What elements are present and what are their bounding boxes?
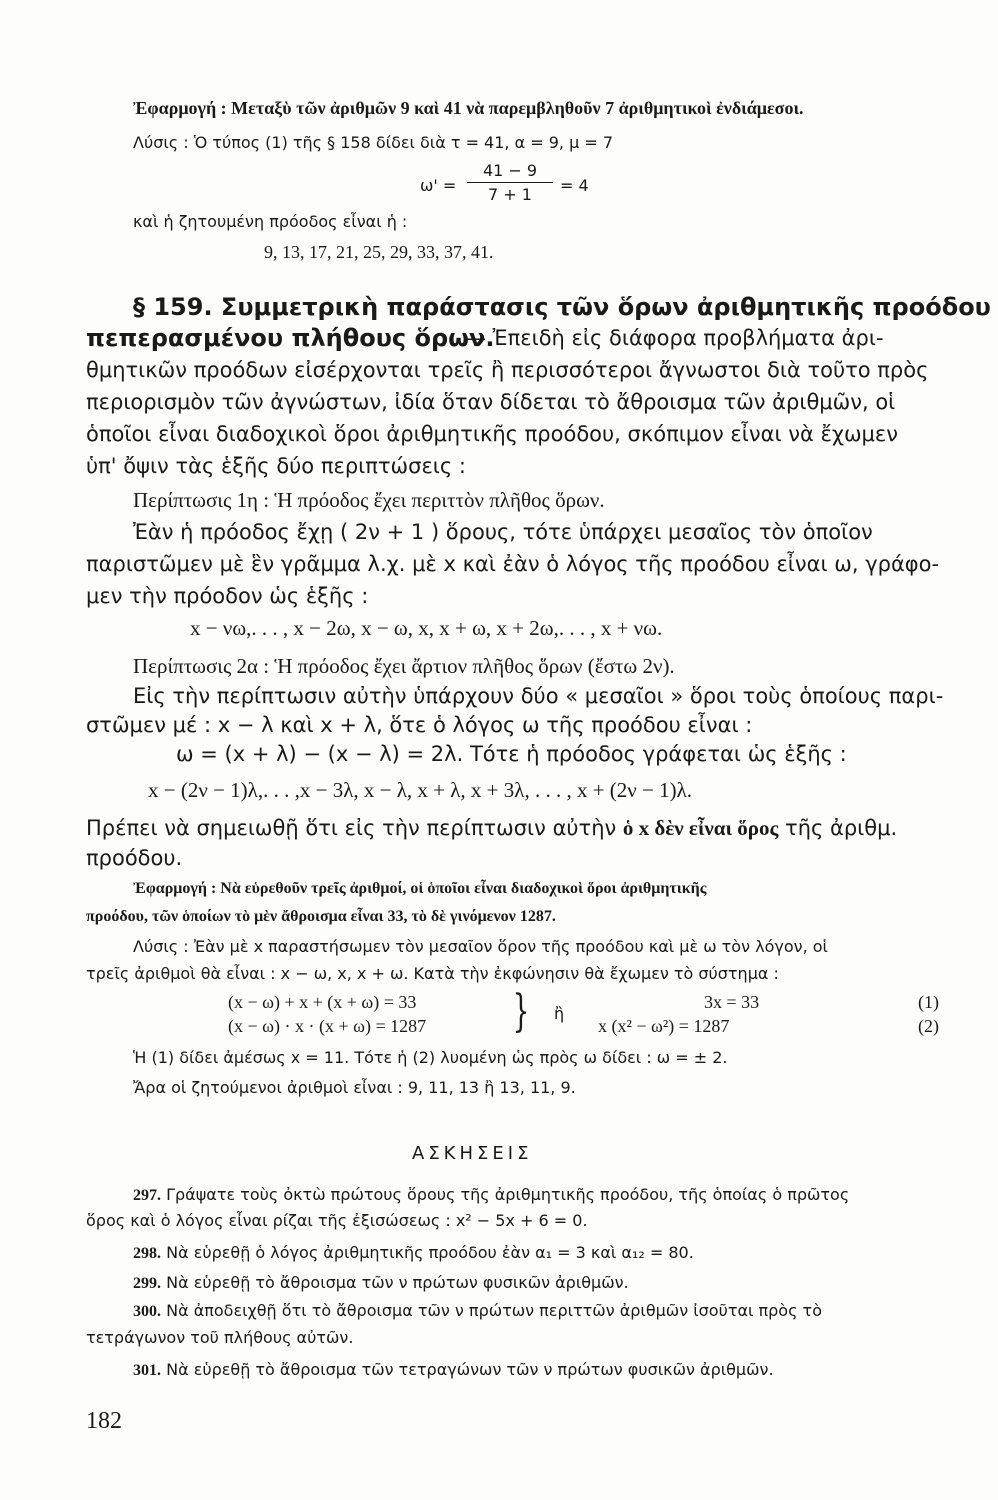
exercise-number: 301. <box>133 1362 161 1379</box>
case-1-heading: Περίπτωσις 1η : Ἡ πρόοδος ἔχει περιττὸν πλῆθος ὅρων. <box>133 488 605 512</box>
case-2-line: Εἰς τὴν περίπτωσιν αὐτὴν ὑπάρχουν δύο « μεσαῖοι » ὅροι τοὺς ὁποίους παρι- <box>133 684 944 708</box>
section-159-title: § 159. Συμμετρικὴ παράστασις τῶν ὅρων ἀριθμητικῆς προόδου <box>133 293 991 321</box>
fraction-denominator: 7 + 1 <box>488 185 532 204</box>
section-159-title-cont: πεπερασμένου πλήθους ὅρων. <box>86 324 495 352</box>
exercise-text: Νὰ εὑρεθῇ ὁ λόγος ἀριθμητικῆς προόδου ἐὰν α₁ = 3 καὶ α₁₂ = 80. <box>166 1243 694 1262</box>
exercise-text: Νὰ ἀποδειχθῇ ὅτι τὸ ἄθροισμα τῶν ν πρώτων περιττῶν ἀριθμῶν ἰσοῦται πρὸς τὸ <box>166 1301 822 1320</box>
note-text: τῆς ἀριθμ. <box>778 816 898 840</box>
system-eq-1-right: 3x = 33 <box>704 992 760 1012</box>
application-2-solution: Λύσις : Ἐὰν μὲ x παραστήσωμεν τὸν μεσαῖον ὅρον τῆς προόδου καὶ μὲ ω τὸν λόγον, οἱ <box>133 937 828 956</box>
exercise-number: 299. <box>133 1275 161 1292</box>
exercise-text: Νὰ εὑρεθῇ τὸ ἄθροισμα τῶν τετραγώνων τῶν ν πρώτων φυσικῶν ἀριθμῶν. <box>166 1360 774 1379</box>
paragraph-line: περιορισμὸν τῶν ἀγνώστων, ἰδία ὅταν δίδεται τὸ ἄθροισμα τῶν ἀριθμῶν, οἱ <box>86 390 896 414</box>
application-1-heading: Ἐφαρμογή : Μεταξὺ τῶν ἀριθμῶν 9 καὶ 41 νὰ παρεμβληθοῦν 7 ἀριθμητικοὶ ἐνδιάμεσοι. <box>133 98 804 118</box>
exercise-298 <box>133 1243 694 1263</box>
exercise-number: 297. <box>133 1187 161 1204</box>
note-text: Πρέπει νὰ σημειωθῇ ὅτι εἰς τὴν περίπτωσιν αὐτὴν <box>86 816 623 840</box>
equation-number-1: (1) <box>918 992 939 1012</box>
case-1-line: Ἐὰν ἡ πρόοδος ἔχῃ ( 2ν + 1 ) ὅρους, τότε ὑπάρχει μεσαῖος τὸν ὁποῖον <box>133 520 873 544</box>
result-line: Ἡ (1) δίδει ἀμέσως x = 11. Τότε ἡ (2) λυομένη ὡς πρὸς ω δίδει : ω = ± 2. <box>133 1048 728 1067</box>
application-1-solution: Λύσις : Ὁ τύπος (1) τῆς § 158 δίδει διὰ τ = 41, α = 9, μ = 7 <box>133 133 613 152</box>
progression-sequence: 9, 13, 17, 21, 25, 29, 33, 37, 41. <box>264 242 494 262</box>
paragraph-line: ὁποῖοι εἶναι διαδοχικοὶ ὅροι ἀριθμητικῆς προόδου, σκόπιμον εἶναι νὰ ἔχωμεν <box>86 422 898 446</box>
case-1-line: μεν τὴν πρόοδον ὡς ἑξῆς : <box>86 584 369 608</box>
omega-rhs: = 4 <box>560 176 589 195</box>
paragraph-line: ὑπ' ὄψιν τὰς ἑξῆς δύο περιπτώσεις : <box>86 454 466 478</box>
system-or: ἢ <box>554 1004 565 1023</box>
case-1-formula: x − νω,. . . , x − 2ω, x − ω, x, x + ω, x + 2ω,. . . , x + νω. <box>190 616 663 640</box>
page-number: 182 <box>86 1408 122 1434</box>
case-2-line: στῶμεν μέ : x − λ καὶ x + λ, ὅτε ὁ λόγος ω τῆς προόδου εἶναι : <box>86 713 753 737</box>
case-2-note-cont: προόδου. <box>86 846 183 870</box>
system-eq-2-right: x (x² − ω²) = 1287 <box>598 1016 730 1036</box>
omega-fraction <box>467 160 553 207</box>
application-2-heading: Ἐφαρμογή : Νὰ εὑρεθοῦν τρεῖς ἀριθμοί, οἱ ὁποῖοι εἶναι διαδοχικοὶ ὅροι ἀριθμητικῆς <box>133 880 707 897</box>
case-2-formula: x − (2ν − 1)λ,. . . ,x − 3λ, x − λ, x + λ, x + 3λ, . . . , x + (2ν − 1)λ. <box>148 778 693 802</box>
application-2-heading-cont: προόδου, τῶν ὁποίων τὸ μὲν ἄθροισμα εἶναι 33, τὸ δὲ γινόμενον 1287. <box>86 908 556 925</box>
exercise-299 <box>133 1273 629 1293</box>
exercise-number: 300. <box>133 1303 161 1320</box>
exercises-heading: ΑΣΚΗΣΕΙΣ <box>412 1143 533 1164</box>
right-brace-icon: } <box>512 986 530 1037</box>
answer-line: Ἄρα οἱ ζητούμενοι ἀριθμοὶ εἶναι : 9, 11, 13 ἢ 13, 11, 9. <box>133 1078 576 1097</box>
exercise-301 <box>133 1360 774 1380</box>
section-159-intro: — Ἐπειδὴ εἰς διάφορα προβλήματα ἀρι- <box>465 326 884 350</box>
exercise-297 <box>133 1185 849 1205</box>
exercise-297-cont: ὅρος καὶ ὁ λόγος εἶναι ρίζαι τῆς ἐξισώσεως : x² − 5x + 6 = 0. <box>86 1211 588 1230</box>
case-2-line: ω = (x + λ) − (x − λ) = 2λ. Τότε ἡ πρόοδος γράφεται ὡς ἑξῆς : <box>176 742 847 766</box>
case-2-heading: Περίπτωσις 2α : Ἡ πρόοδος ἔχει ἄρτιον πλῆθος ὅρων (ἔστω 2ν). <box>133 654 675 678</box>
fraction-numerator: 41 − 9 <box>467 160 553 183</box>
exercise-300 <box>133 1301 822 1321</box>
system-eq-1-left: (x − ω) + x + (x + ω) = 33 <box>228 992 417 1012</box>
paragraph-line: θμητικῶν προόδων εἰσέρχονται τρεῖς ἢ περισσότεροι ἄγνωστοι διὰ τοῦτο πρὸς <box>86 358 929 382</box>
exercise-text: Γράψατε τοὺς ὀκτὼ πρώτους ὅρους τῆς ἀριθμητικῆς προόδου, τῆς ὁποίας ὁ πρῶτος <box>166 1185 850 1204</box>
equation-number-2: (2) <box>918 1016 939 1036</box>
case-2-note <box>86 816 897 841</box>
case-1-line: παριστῶμεν μὲ ἓν γρᾶμμα λ.χ. μὲ x καὶ ἐὰν ὁ λόγος τῆς προόδου εἶναι ω, γράφο- <box>86 552 940 576</box>
progression-intro: καὶ ἡ ζητουμένη πρόοδος εἶναι ἡ : <box>133 212 408 231</box>
system-eq-2-left: (x − ω) · x · (x + ω) = 1287 <box>228 1016 427 1036</box>
note-emphasis: ὁ x δὲν εἶναι ὅρος <box>622 816 779 840</box>
exercise-text: Νὰ εὑρεθῇ τὸ ἄθροισμα τῶν ν πρώτων φυσικῶν ἀριθμῶν. <box>166 1273 629 1292</box>
exercise-300-cont: τετράγωνον τοῦ πλήθους αὐτῶν. <box>86 1328 354 1347</box>
application-2-solution-cont: τρεῖς ἀριθμοὶ θὰ εἶναι : x − ω, x, x + ω. Κατὰ τὴν ἐκφώνησιν θὰ ἔχωμεν τὸ σύστημα : <box>86 964 779 983</box>
exercise-number: 298. <box>133 1245 161 1262</box>
omega-lhs: ω' = <box>420 176 457 195</box>
